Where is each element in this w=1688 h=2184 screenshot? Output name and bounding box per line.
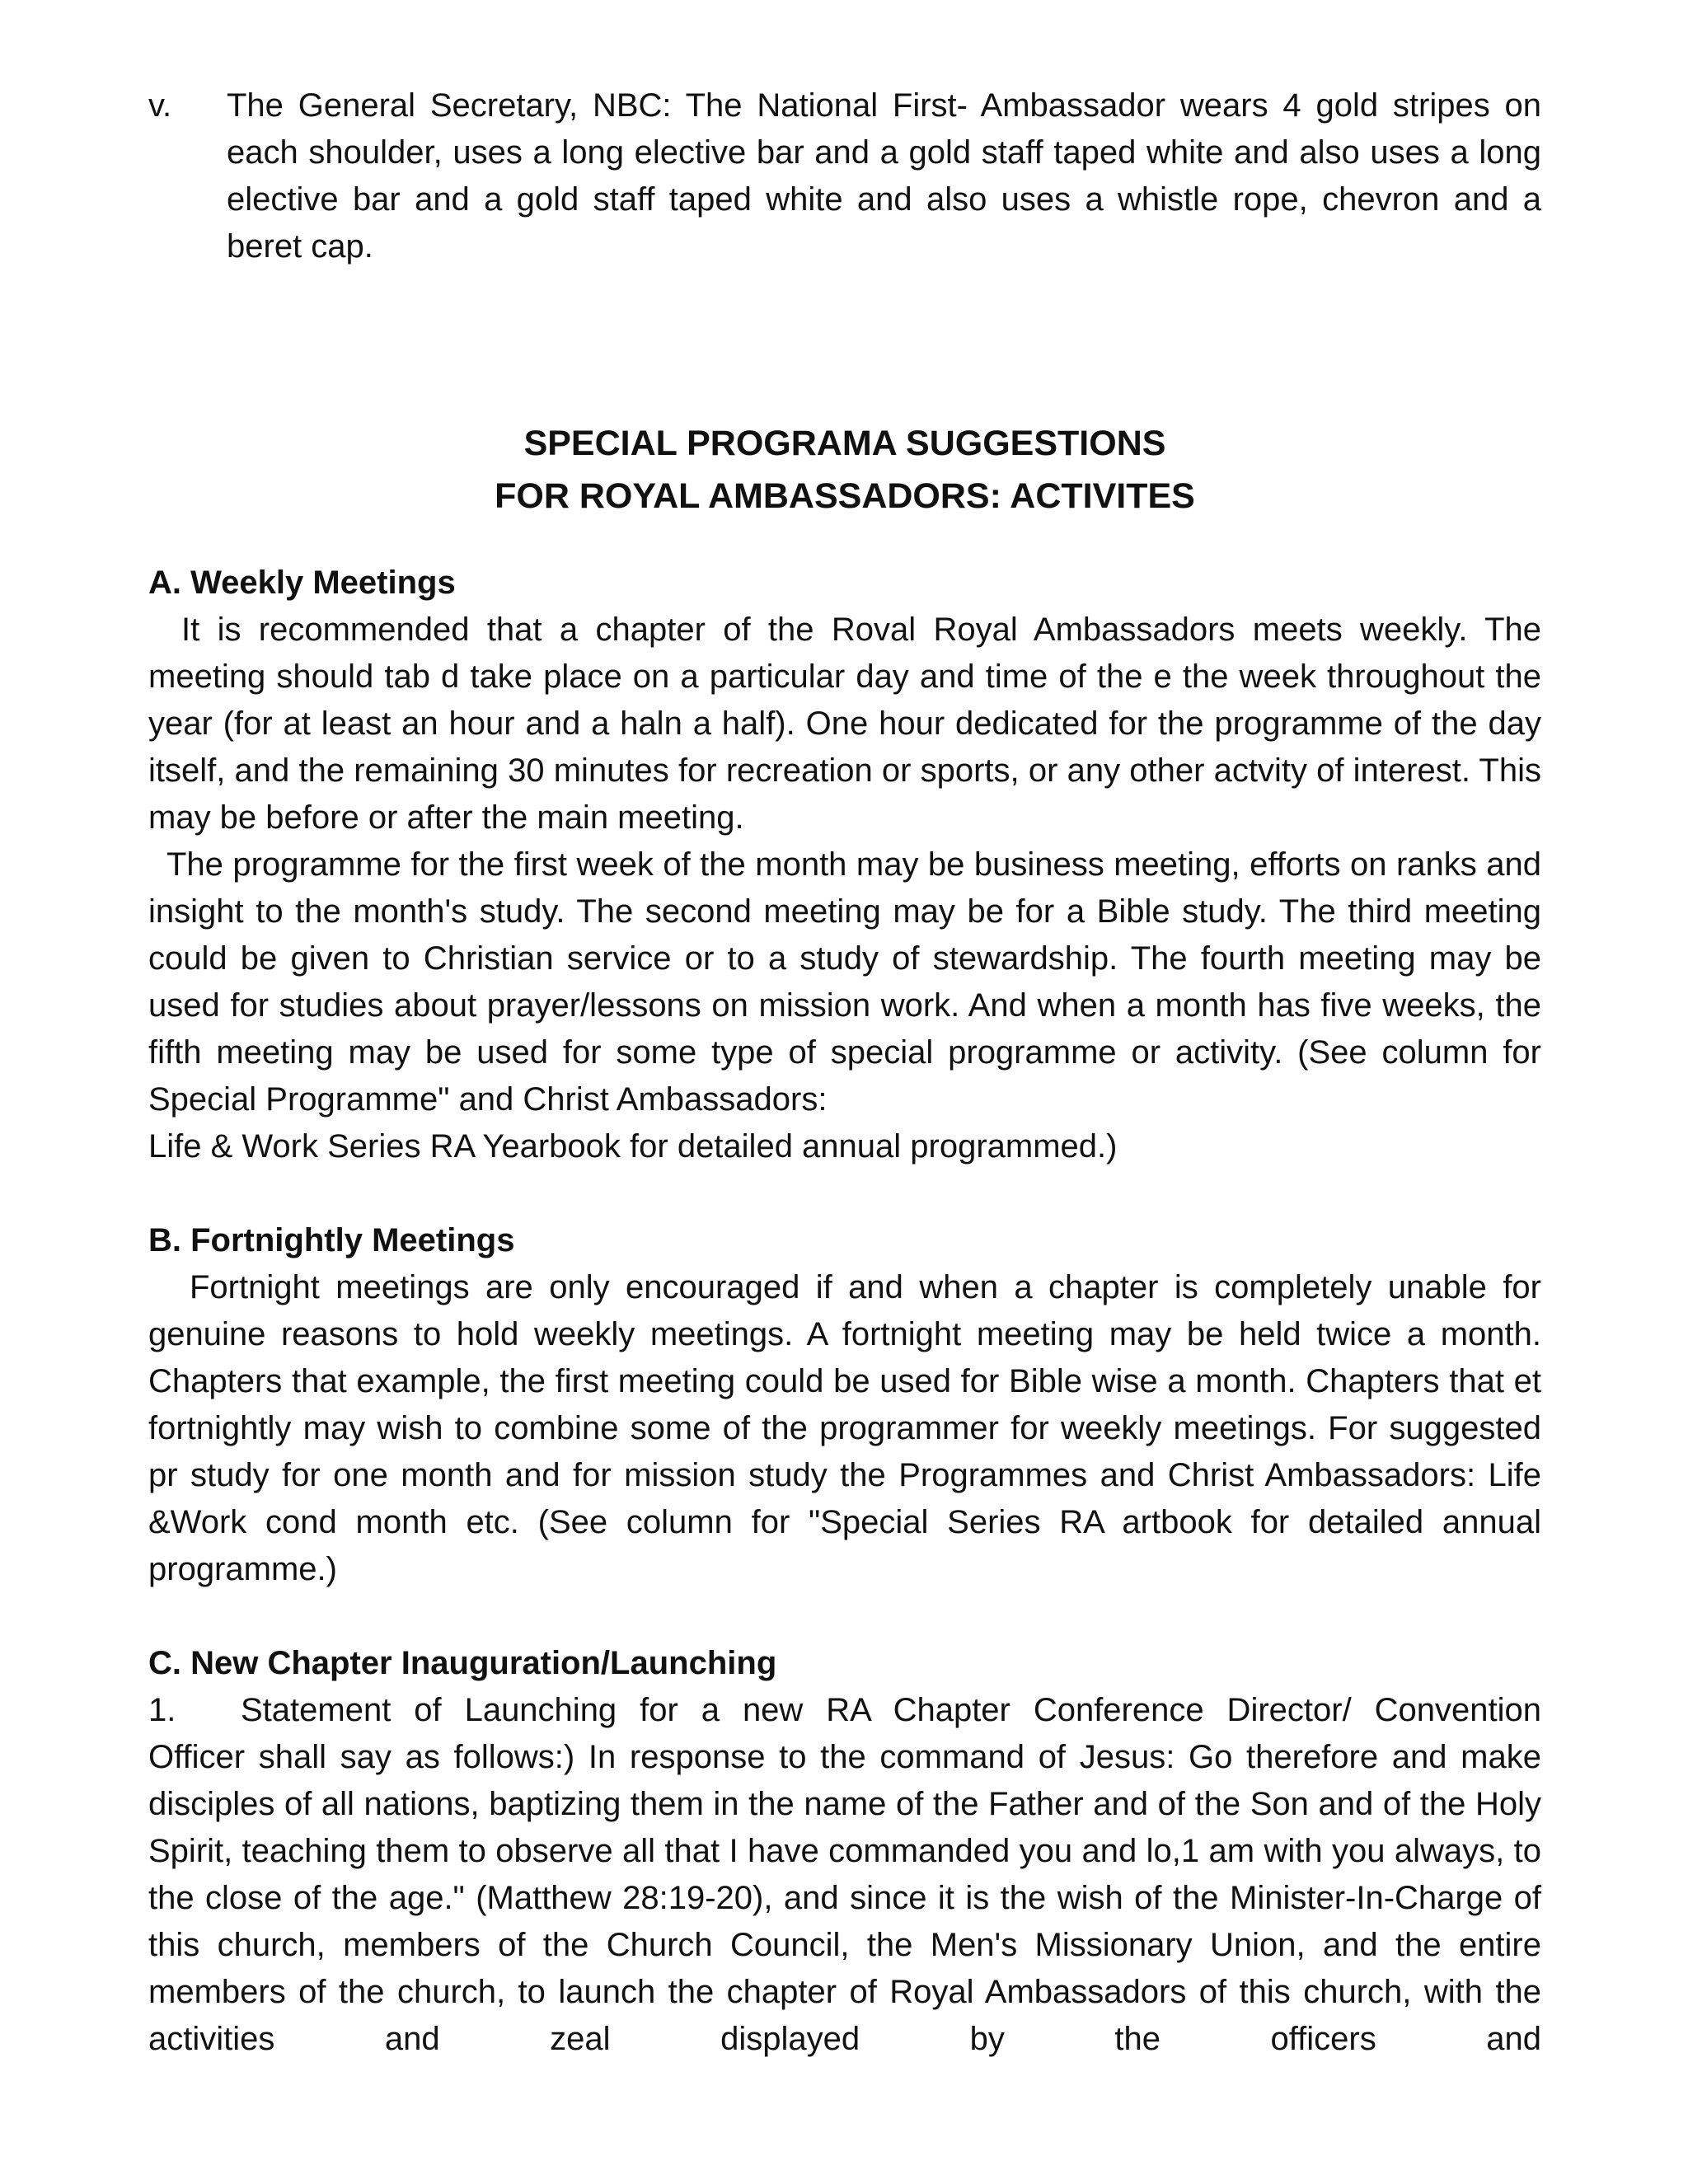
weekly-paragraph-2-end: Life & Work Series RA Yearbook for detailed annual programmed.): [148, 1128, 1118, 1165]
numbered-item: [148, 1687, 1541, 1734]
item-continuation: Officer shall say as follows:) In response to the command of Jesus: Go therefore and make disciples of all nations, baptizing them in the name of the Father and of the Son and of the Holy Spirit, teaching them to observe all that I have commanded you and lo,1 am with you always, to the close of the age." (Matthew 28:19-20), and since it is the wish of the Minister-In-Charge of this church, members of the Church Council, the Men's Missionary Union, and the entire members of the church, to launch the chapter of Royal Ambassadors of this church, with the activities and zeal displayed by the officers and: [148, 1739, 1541, 2057]
section-fortnightly-meetings: [148, 1217, 1541, 1593]
weekly-paragraph-2: The programme for the first week of the month may be business meeting, efforts on ranks and insight to the month's study. The second meeting may be for a Bible study. The third meeting could be given to Christian service or to a study of stewardship. The fourth meeting may be used for studies about prayer/lessons on mission work. And when a month has five weeks, the fifth meeting may be used for some type of special programme or activity. (See column for Special Programme" and Christ Ambassadors:: [148, 846, 1541, 1118]
document-page: [148, 82, 1541, 2063]
list-marker: v.: [148, 87, 172, 124]
section-new-chapter-inauguration: [148, 1640, 1541, 2063]
document-title: [148, 417, 1541, 523]
intro-paragraph: The General Secretary, NBC: The National First- Ambassador wears 4 gold stripes on each shoulder, uses a long elective bar and a gold staff taped white and also uses a long elective bar and a gold staff taped white and also uses a whistle rope, chevron and a beret cap.: [227, 87, 1541, 265]
intro-list-item: [148, 82, 1541, 270]
title-line-1: SPECIAL PROGRAMA SUGGESTIONS: [523, 424, 1166, 463]
title-line-2: FOR ROYAL AMBASSADORS: ACTIVITES: [495, 476, 1195, 516]
weekly-paragraph-1: It is recommended that a chapter of the Roval Royal Ambassadors meets weekly. The meeting should tab d take place on a particular day and time of the e the week throughout the year (for at least an hour and a haln a half). One hour dedicated for the programme of the day itself, and the remaining 30 minutes for recreation or sports, or any other actvity of interest. This may be before or after the main meeting.: [148, 612, 1541, 836]
item-first-line: Statement of Launching for a new RA Chapter Conference Director/ Convention: [241, 1692, 1541, 1728]
section-weekly-meetings: [148, 560, 1541, 1170]
section-heading: B. Fortnightly Meetings: [148, 1222, 515, 1258]
section-heading: A. Weekly Meetings: [148, 565, 456, 601]
item-number: 1.: [148, 1692, 176, 1728]
section-heading: C. New Chapter Inauguration/Launching: [148, 1645, 777, 1681]
fortnightly-paragraph: Fortnight meetings are only encouraged if and when a chapter is completely unable for genuine reasons to hold weekly meetings. A fortnight meeting may be held twice a month. Chapters that example, the first meeting could be used for Bible wise a month. Chapters that et fortnightly may wish to combine some of the programmer for weekly meetings. For suggested pr study for one month and for mission study the Programmes and Christ Ambassadors: Life &Work cond month etc. (See column for "Special Series RA artbook for detailed annual programme.): [148, 1269, 1541, 1587]
